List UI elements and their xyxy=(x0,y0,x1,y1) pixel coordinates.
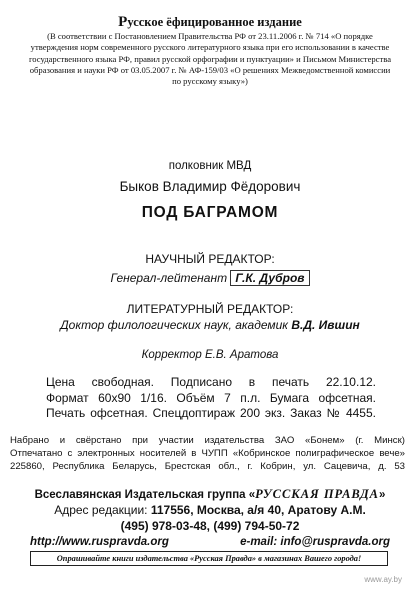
website-link[interactable]: http://www.ruspravda.org xyxy=(30,536,169,548)
imprint-line: Формат 60х90 1/16. Объём 7 п.л. Бумага офсетная. xyxy=(46,390,376,405)
scientific-editor-line xyxy=(0,270,420,286)
literary-editor-role: Доктор филологических наук, академик xyxy=(60,318,288,332)
header-title xyxy=(0,14,420,31)
scientific-editor-role: Генерал-лейтенант xyxy=(110,271,228,285)
production-line: Набрано и свёрстано при участии издательства ЗАО «Бонем» (г. Минск) xyxy=(10,435,405,446)
literary-editor-line xyxy=(0,318,420,332)
slogan-banner: Опрашивайте книги издательства «Русская Правда» в магазинах Вашего города! xyxy=(30,551,388,566)
publisher-phones: (495) 978-03-48, (499) 794-50-72 xyxy=(120,519,300,533)
author-rank: полковник МВД xyxy=(168,160,252,172)
watermark: www.ay.by xyxy=(364,575,402,584)
publisher-address xyxy=(0,503,420,517)
publisher-links xyxy=(30,536,390,548)
publisher-brand-logo: РУССКАЯ ПРАВДА xyxy=(255,487,379,501)
imprint-block xyxy=(46,375,376,422)
production-block xyxy=(10,434,405,473)
production-line: 225860, Республика Беларусь, Брестская обл., г. Кобрин, ул. Сацевича, д. 53 xyxy=(10,461,405,472)
email-link[interactable]: e-mail: info@ruspravda.org xyxy=(240,536,390,548)
header-title-initial: Р xyxy=(118,14,128,30)
scientific-editor-heading: НАУЧНЫЙ РЕДАКТОР: xyxy=(145,252,275,266)
header-legal-note: (В соответствии с Постановлением Правительства РФ от 23.11.2006 г. № 714 «О порядке утверждения норм современного русского литературного языка при его использовании в качестве государственного языка РФ, правил русской орфографии и пунктуации» и Письмом Министерства образования и науки РФ от 03.05.2007 г. № АФ-159/03 «О решениях Межведомственной комиссии по русскому языку») xyxy=(28,31,392,87)
header-title-rest: усское ёфицированное издание xyxy=(127,15,302,29)
author-name: Быков Владимир Фёдорович xyxy=(119,179,301,194)
literary-editor-heading: ЛИТЕРАТУРНЫЙ РЕДАКТОР: xyxy=(126,302,294,316)
imprint-line: Печать офсетная. Спецдоптираж 200 экз. Заказ № 4455. xyxy=(46,406,376,420)
publisher-prefix: Всеславянская Издательская группа « xyxy=(34,489,256,501)
publisher-suffix: » xyxy=(378,489,386,501)
corrector: Корректор Е.В. Аратова xyxy=(141,349,279,361)
scientific-editor-name: Г.К. Дубров xyxy=(230,270,309,286)
book-title: ПОД БАГРАМОМ xyxy=(141,204,279,221)
imprint-line: Цена свободная. Подписано в печать 22.10.12. xyxy=(46,375,376,389)
address-label: Адрес редакции: xyxy=(54,503,148,517)
production-line: Отпечатано с электронных носителей в ЧУПП «Кобринское полиграфическое вече» xyxy=(10,448,405,459)
address-value: 117556, Москва, а/я 40, Аратову А.М. xyxy=(150,503,366,517)
literary-editor-name: В.Д. Ившин xyxy=(291,318,360,332)
publisher-name xyxy=(0,487,420,502)
